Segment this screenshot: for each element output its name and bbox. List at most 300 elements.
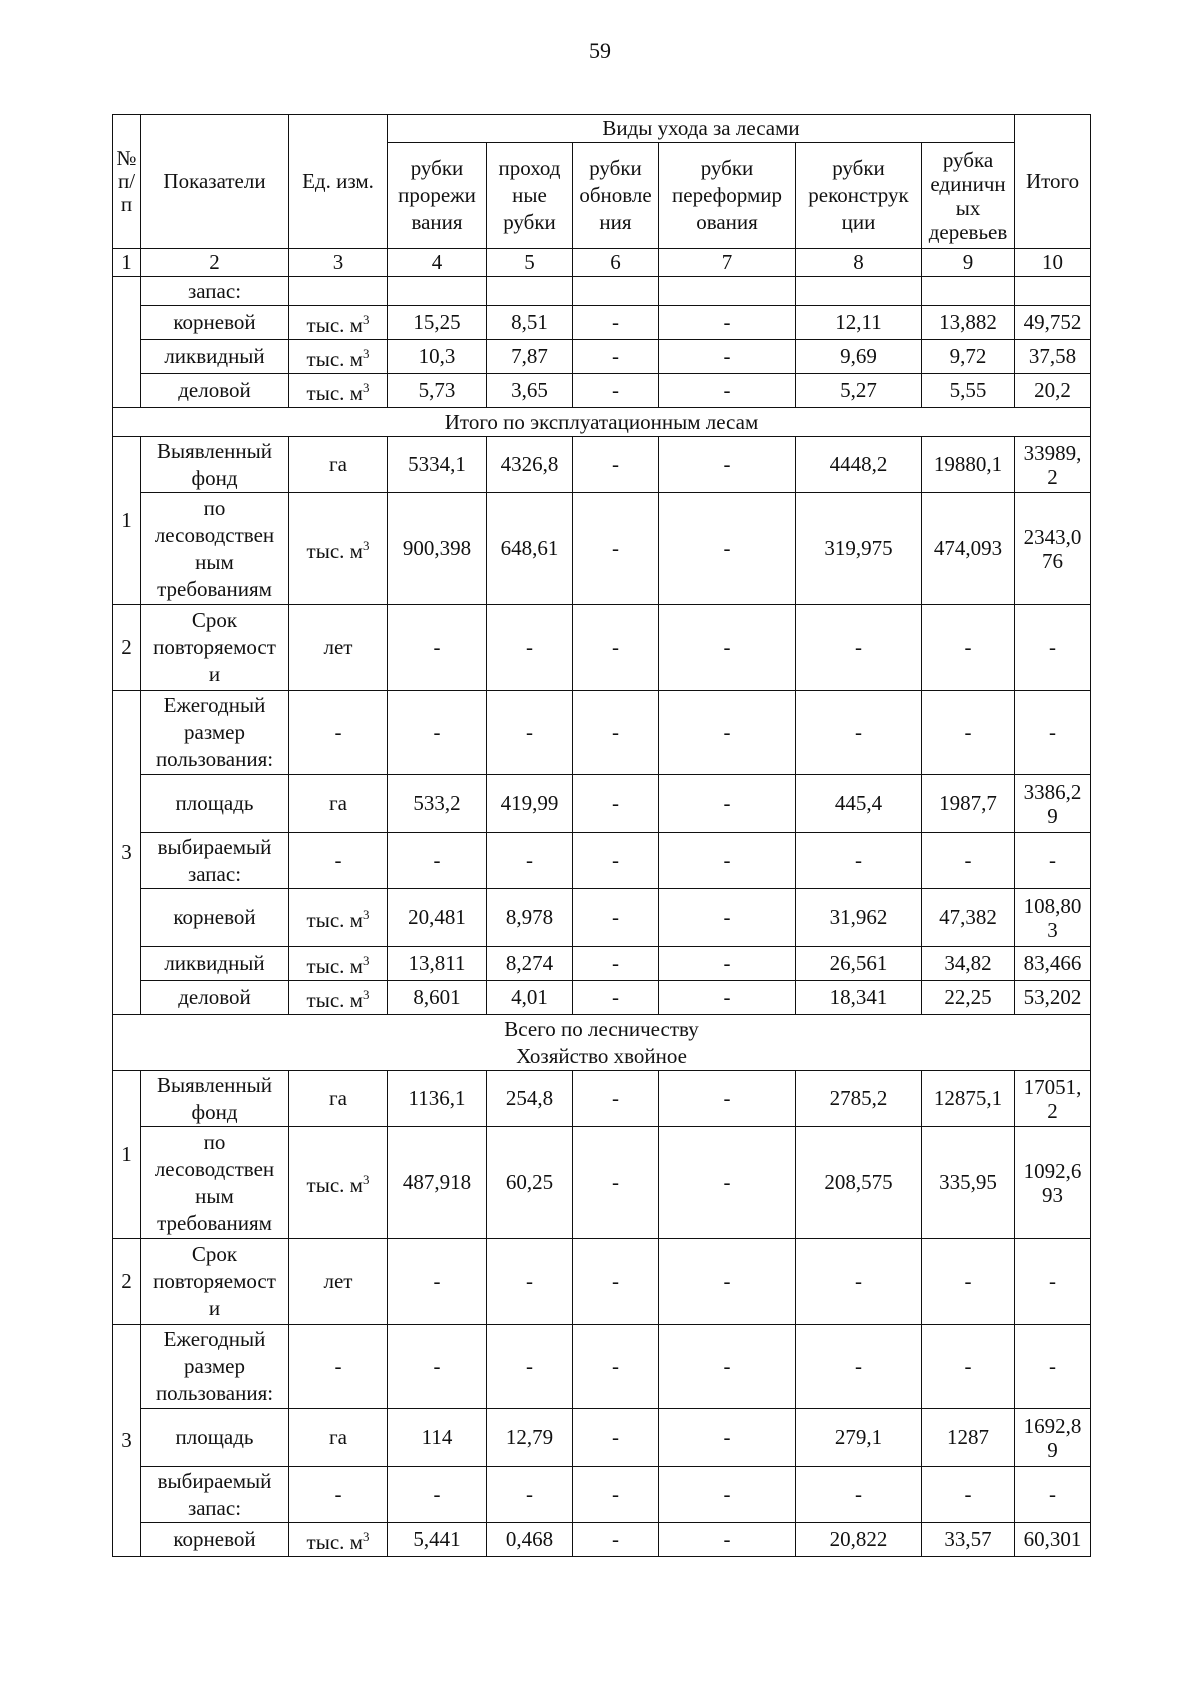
- page-number: 59: [589, 38, 611, 63]
- unit-text: тыс. м: [306, 1173, 363, 1197]
- cell-text: 8: [853, 250, 864, 274]
- cell-text: -: [855, 720, 862, 744]
- cell-text: 47,382: [939, 905, 997, 929]
- value-cell: [573, 306, 659, 340]
- section-title-row: [113, 1015, 1091, 1071]
- value-cell: [922, 1127, 1015, 1239]
- value-cell: [487, 340, 573, 374]
- cell-text: -: [612, 720, 619, 744]
- cubic-superscript: 3: [362, 1172, 370, 1187]
- cell-text: 487,918: [402, 1170, 472, 1194]
- unit-text: тыс. м: [306, 347, 363, 371]
- value-cell: [659, 947, 796, 981]
- text-line: 1092,6: [1023, 1158, 1082, 1183]
- cell-text: -: [612, 1527, 619, 1551]
- cell-text: -: [723, 1425, 731, 1449]
- text-line: ния: [599, 210, 632, 234]
- value-cell: [388, 691, 487, 775]
- care-type-header: [388, 143, 487, 249]
- cell-text: 53,202: [1023, 985, 1082, 1009]
- cell-text: 5,441: [413, 1527, 461, 1551]
- cell-text: 60,25: [505, 1170, 554, 1194]
- value-cell: [659, 306, 796, 340]
- row-number: 2: [121, 1269, 132, 1293]
- cell-text: 2: [209, 250, 220, 274]
- value-cell: [388, 981, 487, 1015]
- table-cell: [796, 277, 922, 306]
- text-line: Ежегодный: [163, 1327, 266, 1351]
- cell-text: 8,601: [413, 985, 461, 1009]
- value-cell: [1015, 340, 1091, 374]
- cell-text: 114: [421, 1425, 453, 1449]
- value-cell: [659, 1523, 796, 1557]
- value-cell: [659, 340, 796, 374]
- cell-text: запас:: [187, 278, 242, 303]
- value-cell: [796, 306, 922, 340]
- care-type-header: [922, 143, 1015, 249]
- cell-text: Итого: [1025, 169, 1080, 193]
- value-cell: [1015, 1325, 1091, 1409]
- cell-text: 12,79: [505, 1425, 554, 1449]
- value-cell: [573, 1409, 659, 1467]
- cell-text: га: [329, 1425, 347, 1449]
- text-line: размер: [184, 720, 245, 744]
- unit-cell: [289, 1409, 388, 1467]
- table-row: [113, 1523, 1091, 1557]
- value-cell: [922, 1071, 1015, 1127]
- unit-text: тыс. м: [306, 954, 363, 978]
- cell-text: 19880,1: [933, 452, 1003, 476]
- indicator-cell: [141, 1467, 289, 1523]
- indicator-cell: [141, 947, 289, 981]
- unit-cell: [289, 981, 388, 1015]
- text-line: 93: [1042, 1182, 1064, 1207]
- cell-text: 5,55: [949, 378, 987, 402]
- unit-cell: [289, 889, 388, 947]
- indicators-header: [141, 115, 289, 249]
- value-cell: [573, 374, 659, 408]
- table-row: [113, 1467, 1091, 1523]
- table-row: [113, 374, 1091, 408]
- unit-cell: [289, 1071, 388, 1127]
- value-cell: [573, 1325, 659, 1409]
- cell-text: -: [723, 536, 731, 560]
- text-line: по: [203, 495, 226, 520]
- indicator-cell: [141, 775, 289, 833]
- cell-text: 208,575: [824, 1170, 893, 1194]
- cell-text: 8,51: [511, 310, 548, 334]
- cell-text: -: [855, 1482, 862, 1506]
- value-cell: [487, 981, 573, 1015]
- value-cell: [573, 1239, 659, 1325]
- cell-text: -: [723, 378, 731, 402]
- section-title-text: Итого по эксплуатационным лесам: [444, 409, 759, 434]
- value-cell: [922, 605, 1015, 691]
- text-line: рубки: [589, 156, 642, 180]
- cell-text: -: [433, 848, 441, 872]
- cell-text: 474,093: [933, 536, 1003, 560]
- cell-text: 37,58: [1028, 344, 1077, 368]
- table-row: [113, 437, 1091, 493]
- cubic-superscript: 3: [362, 346, 370, 361]
- value-cell: [1015, 306, 1091, 340]
- total-cell: [1015, 437, 1091, 493]
- cell-text: 18,341: [829, 985, 888, 1009]
- cell-text: -: [612, 848, 619, 872]
- value-cell: [659, 1071, 796, 1127]
- text-line: и: [208, 662, 221, 686]
- value-cell: [1015, 605, 1091, 691]
- num-cell: [113, 605, 141, 691]
- value-cell: [922, 306, 1015, 340]
- num-cell: [113, 1325, 141, 1557]
- value-cell: [796, 889, 922, 947]
- value-cell: [487, 493, 573, 605]
- table-row: [113, 1127, 1091, 1239]
- value-cell: [796, 1409, 922, 1467]
- column-number: [487, 249, 573, 277]
- value-cell: [659, 981, 796, 1015]
- cell-text: -: [1049, 635, 1057, 659]
- cell-text: 5334,1: [408, 452, 466, 476]
- cell-text: -: [723, 951, 731, 975]
- value-cell: [796, 1467, 922, 1523]
- table-row: [113, 306, 1091, 340]
- unit-cell: [289, 306, 388, 340]
- text-line: Всего по лесничеству: [504, 1016, 699, 1041]
- value-cell: [1015, 374, 1091, 408]
- value-cell: [796, 1325, 922, 1409]
- value-cell: [1015, 1239, 1091, 1325]
- cubic-superscript: 3: [362, 907, 370, 922]
- cell-text: -: [612, 1086, 619, 1110]
- unit-cell: [289, 493, 388, 605]
- value-cell: [388, 1325, 487, 1409]
- value-cell: [487, 691, 573, 775]
- cell-text: 22,25: [944, 985, 992, 1009]
- value-cell: [922, 437, 1015, 493]
- cell-text: -: [723, 452, 731, 476]
- cell-text: -: [855, 1354, 862, 1378]
- cell-text: -: [612, 1425, 619, 1449]
- cell-text: -: [855, 848, 862, 872]
- value-cell: [388, 493, 487, 605]
- unit-text: тыс. м: [306, 313, 363, 337]
- value-cell: [796, 1239, 922, 1325]
- cell-text: 26,561: [829, 951, 888, 975]
- num-cell: [113, 1071, 141, 1239]
- cell-text: 1987,7: [939, 791, 997, 815]
- unit-cell: [289, 437, 388, 493]
- indicator-cell: [141, 1239, 289, 1325]
- value-cell: [659, 374, 796, 408]
- value-cell: [573, 691, 659, 775]
- text-line: выбираемый: [157, 834, 272, 859]
- cell-text: 10,3: [418, 344, 456, 368]
- cell-text: 20,822: [829, 1527, 888, 1551]
- text-line: 2343,0: [1023, 524, 1082, 549]
- indicator-cell: [141, 306, 289, 340]
- value-cell: [573, 775, 659, 833]
- cell-text: -: [723, 1354, 731, 1378]
- indicator-cell: [141, 493, 289, 605]
- section-title: [113, 1015, 1091, 1071]
- indicator-cell: [141, 889, 289, 947]
- text-line: размер: [184, 1354, 245, 1378]
- cell-text: -: [526, 1482, 533, 1506]
- value-cell: [796, 833, 922, 889]
- column-number: [141, 249, 289, 277]
- value-cell: [659, 1467, 796, 1523]
- cell-text: -: [964, 1354, 972, 1378]
- cell-text: ликвидный: [164, 951, 265, 975]
- table-cell: [289, 277, 388, 306]
- cell-text: -: [723, 1086, 731, 1110]
- value-cell: [573, 605, 659, 691]
- unit-cell: [289, 340, 388, 374]
- cell-text: -: [1049, 1482, 1057, 1506]
- value-cell: [922, 1523, 1015, 1557]
- num-cell: [113, 1239, 141, 1325]
- text-line: фонд: [191, 1099, 238, 1124]
- cell-text: -: [964, 635, 972, 659]
- cell-text: Показатели: [163, 169, 266, 193]
- cell-text: -: [612, 452, 619, 476]
- cell-text: 419,99: [500, 791, 559, 815]
- cell-text: -: [1049, 848, 1057, 872]
- cell-text: 49,752: [1023, 310, 1082, 334]
- cell-text: -: [612, 1482, 619, 1506]
- cell-text: 8,274: [505, 951, 554, 975]
- cubic-superscript: 3: [362, 1529, 370, 1544]
- value-cell: [922, 1239, 1015, 1325]
- cell-text: 335,95: [939, 1170, 997, 1194]
- text-line: рубки: [832, 156, 885, 180]
- unit-cell: [289, 833, 388, 889]
- text-line: пользования:: [155, 1381, 274, 1405]
- cell-text: 12875,1: [933, 1086, 1003, 1110]
- cell-text: -: [964, 720, 972, 744]
- cell-text: -: [612, 791, 619, 815]
- value-cell: [487, 374, 573, 408]
- cell-text: 900,398: [402, 536, 472, 560]
- cell-text: -: [723, 720, 731, 744]
- column-number: [573, 249, 659, 277]
- num-header: [113, 115, 141, 249]
- cell-text: -: [723, 635, 731, 659]
- value-cell: [659, 437, 796, 493]
- cell-text: -: [612, 1170, 619, 1194]
- table-row: [113, 947, 1091, 981]
- cell-text: га: [329, 791, 347, 815]
- unit-cell: [289, 947, 388, 981]
- cell-text: 7: [721, 250, 733, 274]
- row-number: 1: [121, 1142, 132, 1166]
- text-line: по: [203, 1129, 226, 1154]
- cell-text: деловой: [178, 378, 251, 402]
- table-body: [113, 115, 1091, 1557]
- unit-cell: [289, 1325, 388, 1409]
- cell-text: 254,8: [505, 1086, 554, 1110]
- cell-text: 33,57: [944, 1527, 992, 1551]
- text-line: 1692,8: [1023, 1413, 1082, 1438]
- value-cell: [922, 340, 1015, 374]
- text-line: ные: [512, 183, 547, 207]
- text-line: ным: [195, 1183, 234, 1208]
- cell-text: -: [334, 848, 342, 872]
- total-header: [1015, 115, 1091, 249]
- cell-text: -: [612, 378, 619, 402]
- value-cell: [388, 889, 487, 947]
- text-line: требованиям: [157, 576, 272, 601]
- cell-text: деловой: [178, 985, 251, 1009]
- cell-text: -: [855, 1269, 862, 1293]
- value-cell: [1015, 1467, 1091, 1523]
- cell-text: 7,87: [511, 344, 548, 368]
- cell-text: -: [612, 951, 619, 975]
- cubic-superscript: 3: [362, 987, 370, 1002]
- cell-text: лет: [323, 635, 353, 659]
- cell-text: 10: [1042, 250, 1064, 274]
- unit-header: [289, 115, 388, 249]
- value-cell: [1015, 947, 1091, 981]
- cell-text: 9,72: [949, 344, 987, 368]
- cell-text: -: [334, 720, 342, 744]
- table-cell: [922, 277, 1015, 306]
- cell-text: 60,301: [1023, 1527, 1082, 1551]
- value-cell: [922, 833, 1015, 889]
- cell-text: -: [723, 310, 731, 334]
- cell-text: 34,82: [944, 951, 992, 975]
- text-line: ным: [195, 549, 234, 574]
- cell-text: -: [1049, 720, 1057, 744]
- cell-text: -: [723, 344, 731, 368]
- table-row: [113, 691, 1091, 775]
- value-cell: [573, 1467, 659, 1523]
- indicator-cell: [141, 277, 289, 306]
- indicator-cell: [141, 1071, 289, 1127]
- text-line: переформир: [672, 183, 782, 207]
- cell-text: 533,2: [413, 791, 461, 815]
- text-line: рубка: [942, 147, 994, 172]
- header-row: [113, 115, 1091, 143]
- cell-text: 4326,8: [500, 452, 559, 476]
- value-cell: [573, 340, 659, 374]
- cell-text: -: [1049, 1354, 1057, 1378]
- text-line: №: [116, 146, 137, 170]
- value-cell: [573, 1127, 659, 1239]
- cell-text: -: [723, 905, 731, 929]
- value-cell: [487, 306, 573, 340]
- value-cell: [659, 1325, 796, 1409]
- cell-text: -: [612, 1354, 619, 1378]
- value-cell: [388, 1523, 487, 1557]
- cell-text: 5,27: [840, 378, 877, 402]
- value-cell: [388, 1409, 487, 1467]
- total-cell: [1015, 775, 1091, 833]
- table-cell: [487, 277, 573, 306]
- value-cell: [573, 981, 659, 1015]
- text-line: требованиям: [157, 1210, 272, 1235]
- text-line: 108,80: [1023, 893, 1082, 918]
- cell-text: 4448,2: [829, 452, 888, 476]
- num-cell: [113, 277, 141, 408]
- value-cell: [659, 775, 796, 833]
- unit-cell: [289, 775, 388, 833]
- value-cell: [487, 437, 573, 493]
- value-cell: [388, 306, 487, 340]
- text-line: 33989,: [1023, 440, 1082, 465]
- table-row: [113, 833, 1091, 889]
- value-cell: [659, 605, 796, 691]
- text-line: запас:: [187, 1495, 242, 1520]
- section-title: [113, 408, 1091, 437]
- cell-text: 20,2: [1034, 378, 1071, 402]
- cell-text: -: [433, 1482, 441, 1506]
- cell-text: -: [612, 344, 619, 368]
- cell-text: 3: [332, 250, 344, 274]
- cell-text: 6: [610, 250, 621, 274]
- text-line: 76: [1042, 548, 1064, 573]
- cell-text: 1136,1: [408, 1086, 466, 1110]
- indicator-cell: [141, 1409, 289, 1467]
- column-number: [796, 249, 922, 277]
- care-type-header: [487, 143, 573, 249]
- cell-text: 8,978: [505, 905, 554, 929]
- value-cell: [922, 691, 1015, 775]
- care-type-header: [573, 143, 659, 249]
- cell-text: 1287: [947, 1425, 989, 1449]
- cell-text: -: [433, 1354, 441, 1378]
- value-cell: [573, 833, 659, 889]
- cell-text: лет: [323, 1269, 353, 1293]
- cell-text: 9,69: [840, 344, 877, 368]
- value-cell: [487, 1127, 573, 1239]
- cubic-superscript: 3: [362, 953, 370, 968]
- cell-text: 20,481: [408, 905, 466, 929]
- cell-text: 319,975: [824, 536, 893, 560]
- total-cell: [1015, 1127, 1091, 1239]
- text-line: 17051,: [1023, 1074, 1082, 1099]
- value-cell: [922, 374, 1015, 408]
- text-line: 3386,2: [1023, 779, 1082, 804]
- value-cell: [1015, 833, 1091, 889]
- value-cell: [573, 437, 659, 493]
- cell-text: -: [723, 985, 731, 1009]
- cell-text: -: [612, 310, 619, 334]
- total-cell: [1015, 1071, 1091, 1127]
- row-number: 1: [121, 508, 132, 532]
- cell-text: -: [334, 1354, 342, 1378]
- cell-text: -: [723, 1527, 731, 1551]
- unit-text: тыс. м: [306, 988, 363, 1012]
- text-line: ования: [696, 210, 758, 234]
- value-cell: [487, 605, 573, 691]
- cubic-superscript: 3: [362, 538, 370, 553]
- cell-text: -: [612, 635, 619, 659]
- text-line: деревьев: [928, 219, 1008, 244]
- unit-cell: [289, 605, 388, 691]
- value-cell: [487, 1239, 573, 1325]
- value-cell: [796, 981, 922, 1015]
- total-cell: [1015, 889, 1091, 947]
- table-row: [113, 1325, 1091, 1409]
- cell-text: Ед. изм.: [302, 169, 374, 193]
- text-line: ых: [955, 195, 981, 220]
- cell-text: 4: [431, 250, 443, 274]
- cell-text: -: [526, 720, 533, 744]
- unit-cell: [289, 1239, 388, 1325]
